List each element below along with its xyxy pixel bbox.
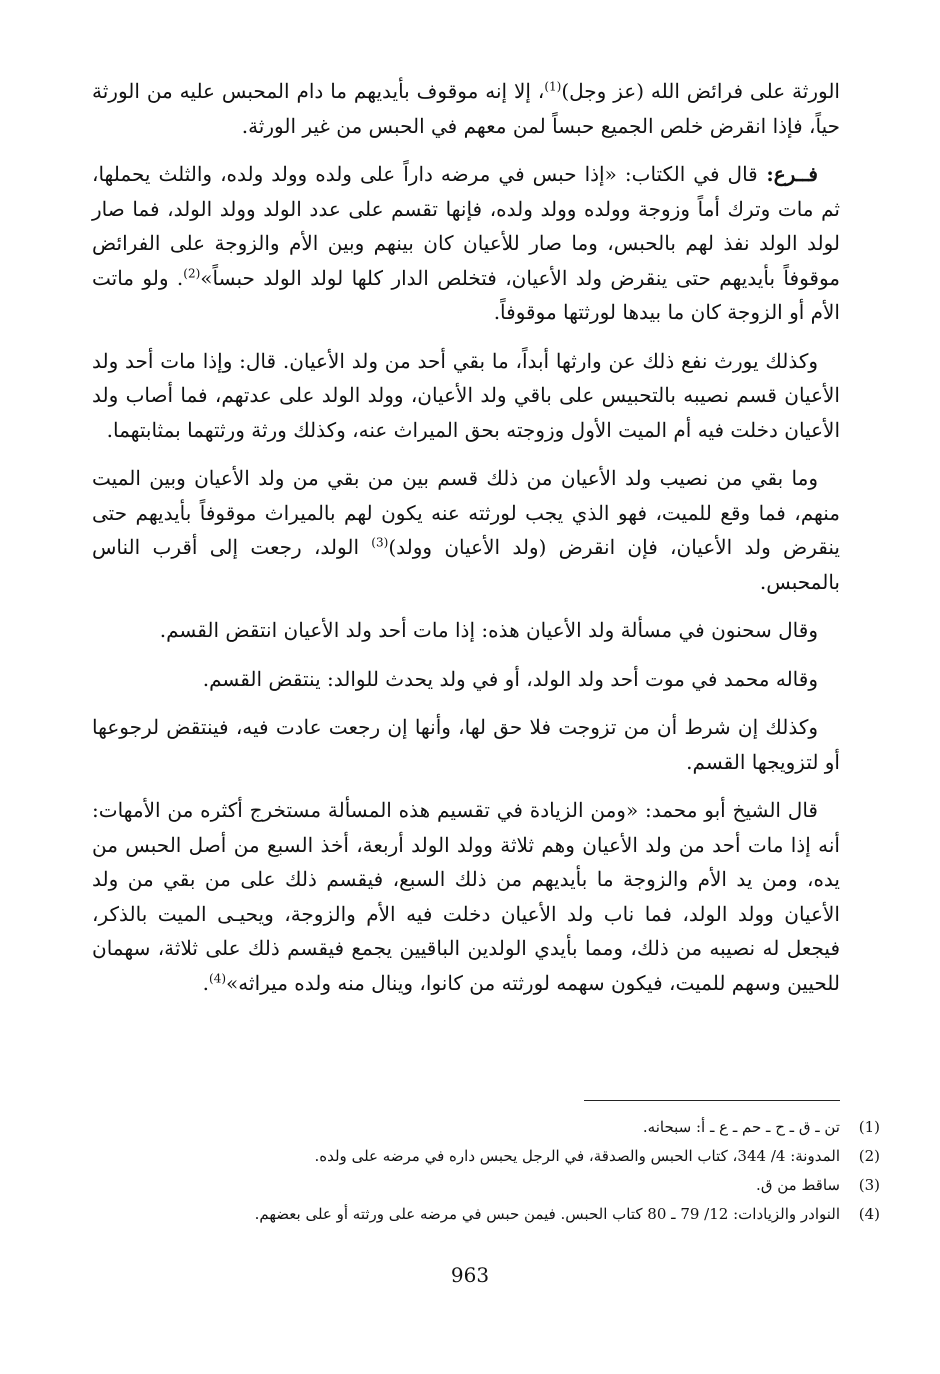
paragraph xyxy=(92,157,840,330)
paragraph xyxy=(92,344,840,448)
paragraph-text: ، إلا إنه موقوف بأيديهم ما دام المحبس عليه من الورثة حياً، فإذا انقرض خلص الجميع حبساً لمن معهم في الحبس من غير الورثة. xyxy=(92,79,840,138)
page-number: 963 xyxy=(450,1263,490,1287)
footnote-text: المدونة: 4/ 344، كتاب الحبس والصدقة، في الرجل يحبس داره في مرضه على ولده. xyxy=(314,1147,840,1165)
footnote xyxy=(180,1113,880,1142)
footnote-number: (3) xyxy=(858,1176,880,1194)
paragraph xyxy=(92,662,840,697)
footnotes xyxy=(180,1113,880,1229)
paragraph-text: الولد، رجعت إلى أقرب الناس بالمحبس. xyxy=(92,535,840,594)
section-heading: فــرع: xyxy=(757,162,818,186)
footnote xyxy=(180,1171,880,1200)
paragraph-text: وكذلك إن شرط أن من تزوجت فلا حق لها، وأنها إن رجعت عادت فيه، فينتقض لرجوعها أو لتزويجها القسم. xyxy=(92,715,840,774)
paragraph xyxy=(92,793,840,1000)
footnote xyxy=(180,1142,880,1171)
paragraph-text: وكذلك يورث نفع ذلك عن وارثها أبداً، ما بقي أحد من ولد الأعيان. قال: وإذا مات أحد ولد الأعيان قسم نصيبه بالتحبيس على باقي ولد الأعيان، وولد الولد على عدتهم، فما أصاب ولد الأعيان دخلت فيه أم الميت الأول وزوجته بحق الميراث عنه، وكذلك ورثة ورثتهما بمثابتهما. xyxy=(92,348,840,442)
footnote-ref: (1) xyxy=(544,79,562,94)
footnote-ref: (3) xyxy=(371,535,389,550)
footnote xyxy=(180,1200,880,1229)
paragraph-text: . ولو ماتت الأم أو الزوجة كان ما بيدها لورثتها موقوفاً. xyxy=(92,265,840,324)
footnote-number: (4) xyxy=(858,1205,880,1223)
paragraph-text: وقال سحنون في مسألة ولد الأعيان هذه: إذا مات أحد ولد الأعيان انتقض القسم. xyxy=(159,618,818,642)
paragraph xyxy=(92,74,840,143)
paragraph xyxy=(92,613,840,648)
footnote-number: (2) xyxy=(858,1147,880,1165)
footnote-number: (1) xyxy=(858,1118,880,1136)
footnote-text: تن ـ ق ـ ح ـ حم ـ ع ـ أ: سبحانه. xyxy=(642,1118,840,1136)
paragraph xyxy=(92,710,840,779)
paragraph-text: قال في الكتاب: «إذا حبس في مرضه داراً على ولده وولد ولده، والثلث يحملها، ثم مات وترك أماً وزوجة وولده وولد ولده، فإنها تقسم على عدد الولد وولد الولد، فما صار لولد الولد نفذ لهم بالحبس، وما صار للأعيان كان بينهم وبين الأم والزوجة على الفرائض موقوفاً بأيديهم حتى ينقرض ولد الأعيان، فتخلص الدار كلها لولد الولد حبساً» xyxy=(92,162,841,290)
footnote-text: ساقط من ق. xyxy=(756,1176,840,1194)
paragraph-text: قال الشيخ أبو محمد: «ومن الزيادة في تقسيم هذه المسألة مستخرج أكثره من الأمهات: أنه إذا مات أحد من ولد الأعيان وهم ثلاثة وولد الولد أربعة، أخذ السبع من أصل الحبس من يده، ومن يد الأم والزوجة ما بأيديهم من ذلك السبع، فيقسم ذلك على من بقي من ولد الأعيان وولد الولد، فما ناب ولد الأعيان دخلت فيه الأم والزوجة، ويحيـى الميت بالذكر، فيجعل له نصيبه من ذلك، ومما بأيدي الولدين الباقيين يجمع فيقسم ذلك على ثلاثة، سهمان للحيين وسهم للميت، فيكون سهمه لورثته من كانوا، وينال منه ولده ميراثه» xyxy=(92,798,840,995)
paragraph-text: . xyxy=(202,970,210,995)
footnote-ref: (2) xyxy=(183,265,201,280)
paragraph-text: وقاله محمد في موت أحد ولد الولد، أو في ولد يحدث للوالد: ينتقض القسم. xyxy=(202,666,818,691)
footnote-ref: (4) xyxy=(209,970,227,985)
paragraph xyxy=(92,461,840,599)
footnote-separator xyxy=(584,1100,840,1101)
footnote-text: النوادر والزيادات: 12/ 79 ـ 80 كتاب الحبس. فيمن حبس في مرضه على ورثته أو على بعضهم. xyxy=(254,1205,840,1223)
main-text xyxy=(92,74,840,1014)
paragraph-text: الورثة على فرائض الله (عز وجل) xyxy=(561,79,840,103)
paragraph-text: وما بقي من نصيب ولد الأعيان من ذلك قسم بين من بقي من ولد الأعيان وبين الميت منهم، فما وقع للميت، فهو الذي يجب لورثته عنه يكون لهم بالميراث موقوفاً بأيديهم حتى ينقرض ولد الأعيان، فإن انقرض (ولد الأعيان وولد) xyxy=(92,466,840,559)
